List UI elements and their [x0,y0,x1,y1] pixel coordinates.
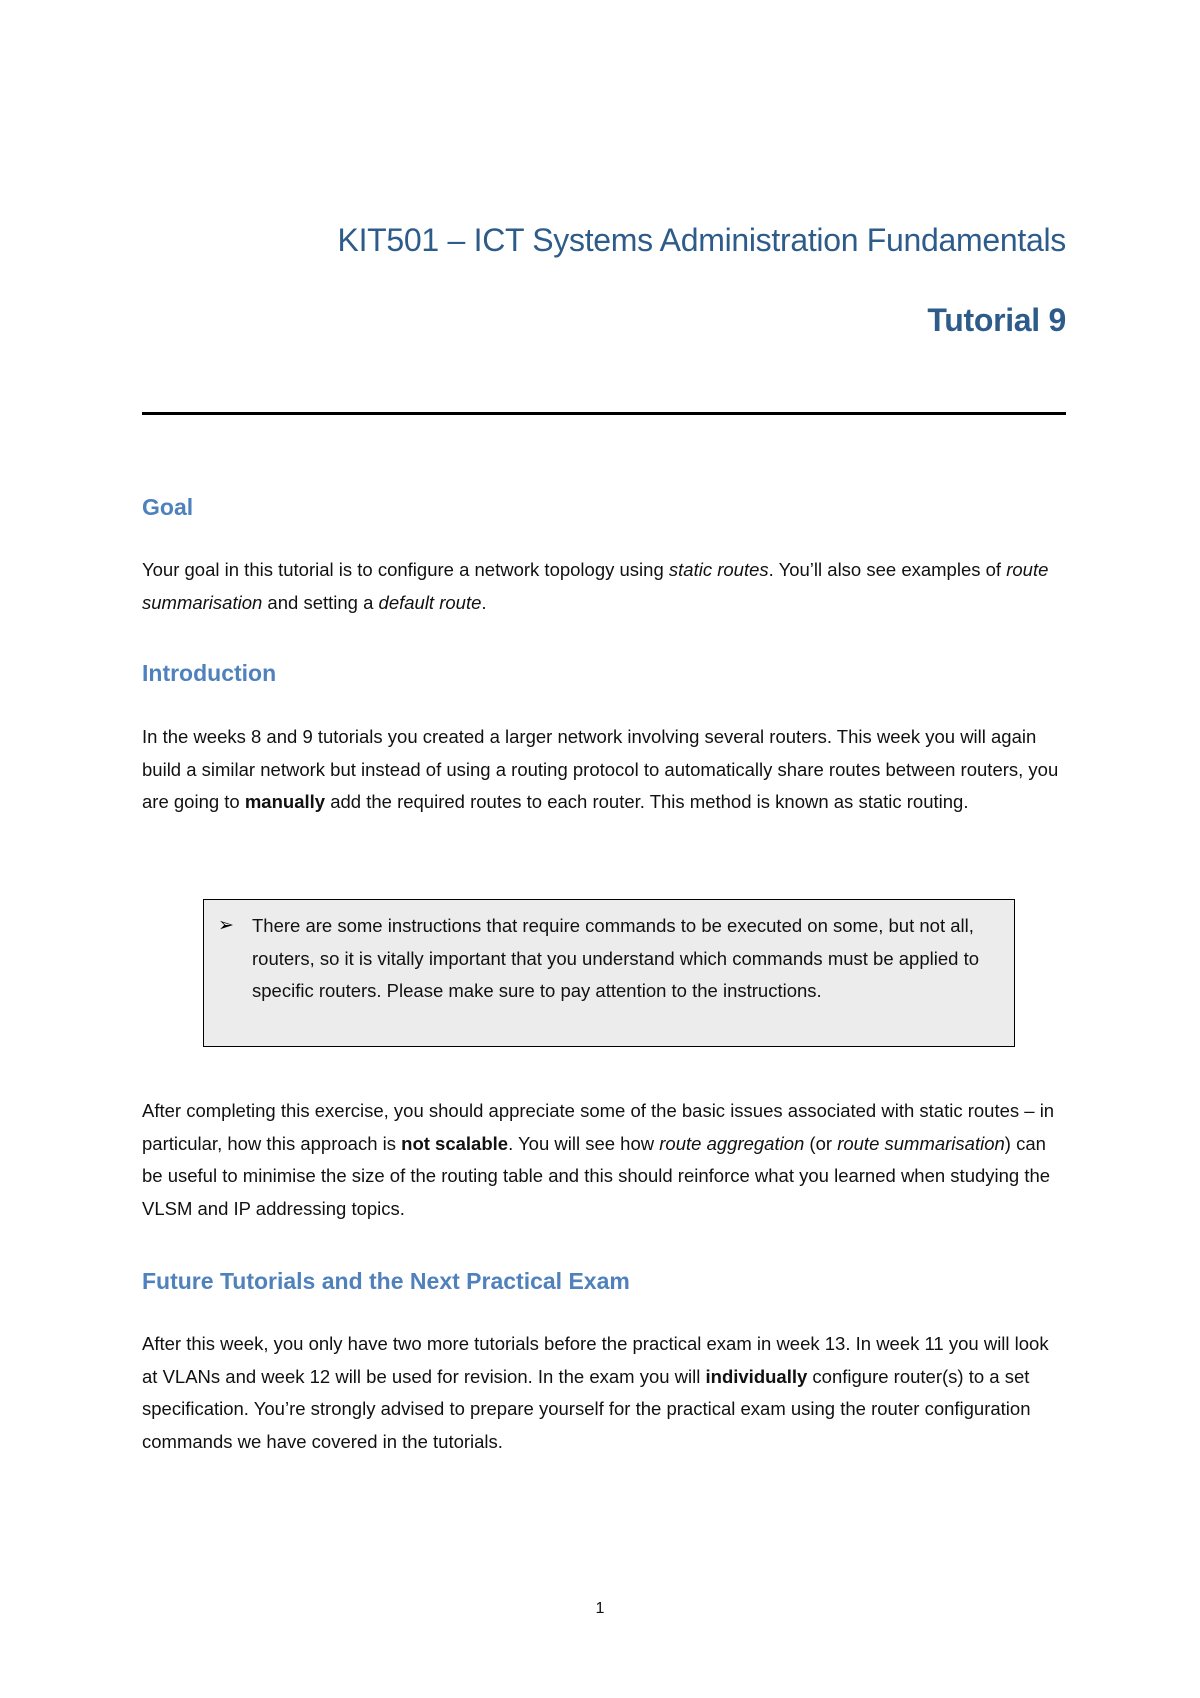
text-run: After completing this exercise, you should appreciate some of the basic issues associated with static routes – in particular, how this approach is [142,1100,1055,1154]
bold-manually: manually [244,791,326,813]
emphasis-route-summarisation: route summarisation [142,559,1049,613]
text-run: . You will see how [508,1132,660,1154]
goal-paragraph [142,554,1067,619]
text-run: configure router(s) to a set specification. You’re strongly advised to prepare yourself for the practical exam using the router configuration commands we have covered in the tutorials. [142,1365,1031,1452]
future-tutorials-paragraph [142,1328,1067,1458]
future-tutorials-heading: Future Tutorials and the Next Practical Exam [142,1268,630,1294]
text-run: After this week, you only have two more tutorials before the practical exam in week 13. In week 11 you will look at VLANs and week 12 will be used for revision. In the exam you will [142,1333,1049,1387]
document-title: KIT501 – ICT Systems Administration Fundamentals [337,222,1066,258]
introduction-paragraph-2 [142,1095,1067,1225]
document-subtitle: Tutorial 9 [927,302,1066,338]
title-divider [142,412,1066,415]
text-run: add the required routes to each router. This method is known as static routing. [325,791,969,813]
bold-not-scalable: not scalable [401,1132,509,1154]
introduction-paragraph-1 [142,721,1067,819]
instruction-callout-box [203,899,1015,1047]
emphasis-static-routes: static routes [668,559,769,580]
text-run: ) can be useful to minimise the size of the routing table and this should reinforce what you learned when studying the VLSM and IP addressing topics. [142,1132,1051,1219]
introduction-heading: Introduction [142,660,277,686]
goal-heading: Goal [142,494,194,520]
text-run: . [481,591,487,613]
text-run: . You’ll also see examples of [768,559,1007,580]
text-run: Your goal in this tutorial is to configure a network topology using [142,559,669,580]
arrow-bullet-icon: ➢ [218,915,234,936]
callout-text: There are some instructions that require commands to be executed on some, but not all, routers, so it is vitally important that you understand which commands must be applied to specific routers. Please make sure to pay attention to the instructions. [252,915,979,1002]
emphasis-default-route: default route [378,591,482,613]
text-run: and setting a [262,591,379,613]
emphasis-route-aggregation: route aggregation [659,1132,805,1154]
emphasis-route-summarisation: route summarisation [837,1132,1005,1154]
text-run: (or [804,1132,838,1154]
bold-individually: individually [705,1365,808,1387]
page-number: 1 [595,1600,605,1617]
text-run: In the weeks 8 and 9 tutorials you created a larger network involving several routers. This week you will again build a similar network but instead of using a routing protocol to automatically share routes between routers, you are going to [142,726,1059,813]
